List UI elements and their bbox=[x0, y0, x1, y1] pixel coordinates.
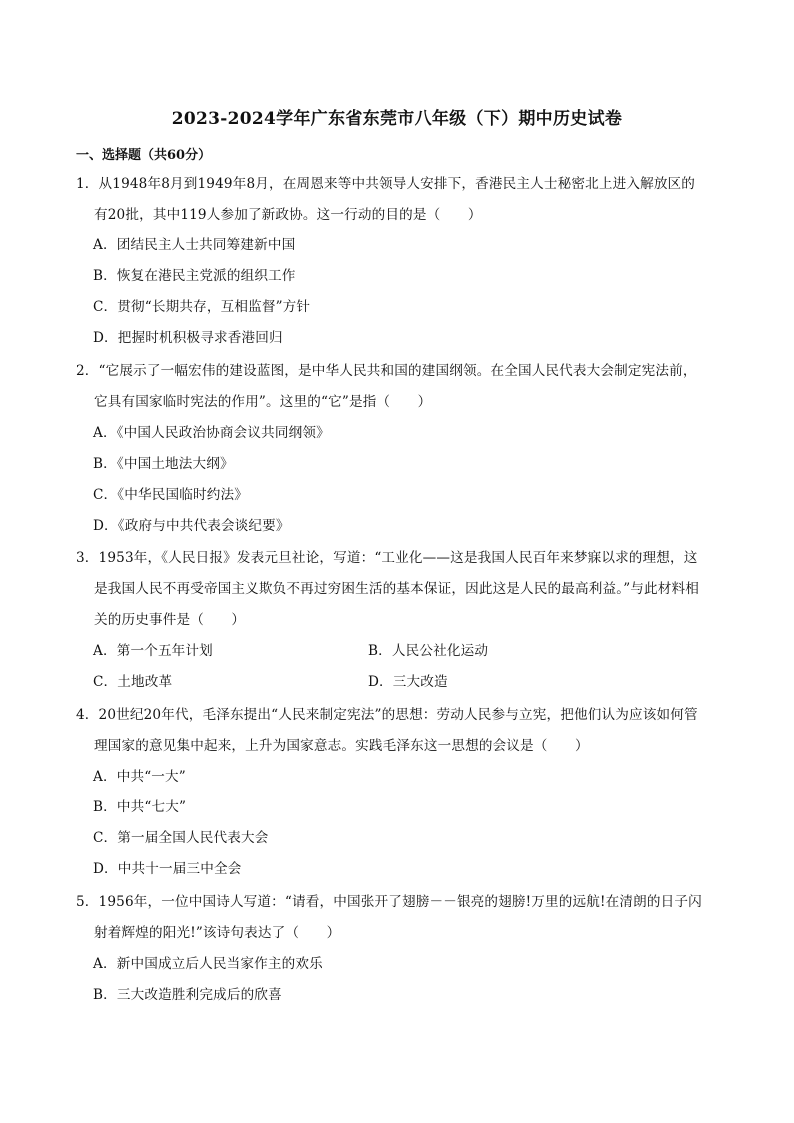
exam-title: 2023-2024学年广东省东莞市八年级（下）期中历史试卷 bbox=[171, 109, 623, 129]
question-5-option-a: A．新中国成立后人民当家作主的欢乐 bbox=[93, 956, 323, 972]
question-5-option-b: B．三大改造胜利完成后的欣喜 bbox=[93, 987, 282, 1003]
question-3-option-d: D．三大改造 bbox=[368, 674, 448, 690]
question-4-option-c: C．第一届全国人民代表大会 bbox=[93, 830, 269, 846]
question-3-line-3: 关的历史事件是（ ） bbox=[94, 612, 246, 628]
question-4-line-2: 理国家的意见集中起来，上升为国家意志。实践毛泽东这一思想的会议是（ ） bbox=[94, 738, 589, 754]
question-1-option-a: A．团结民主人士共同筹建新中国 bbox=[93, 237, 296, 253]
question-2-option-d: D．《政府与中共代表会谈纪要》 bbox=[93, 518, 290, 534]
question-1-line-1: 1．从1948年8月到1949年8月，在周恩来等中共领导人安排下，香港民主人士秘密北上进入解放区的 bbox=[76, 176, 696, 192]
question-3-option-c: C．土地改革 bbox=[93, 674, 173, 690]
question-2-line-1: 2．“它展示了一幅宏伟的建设蓝图，是中华人民共和国的建国纲领。在全国人民代表大会制定宪法前， bbox=[76, 363, 697, 379]
question-4-option-d: D．中共十一届三中全会 bbox=[93, 861, 242, 877]
question-4-option-b: B．中共“七大” bbox=[93, 799, 187, 815]
question-2-option-b: B．《中国土地法大纲》 bbox=[93, 456, 234, 472]
question-1-line-2: 有20批，其中119人参加了新政协。这一行动的目的是（ ） bbox=[94, 207, 482, 223]
question-1-option-d: D．把握时机积极寻求香港回归 bbox=[93, 330, 283, 346]
question-4-option-a: A．中共“一大” bbox=[93, 769, 186, 785]
question-2-option-c: C．《中华民国临时约法》 bbox=[93, 487, 248, 503]
question-3-option-b: B．人民公社化运动 bbox=[368, 643, 489, 659]
question-2-option-a: A．《中国人民政治协商会议共同纲领》 bbox=[93, 425, 330, 441]
question-3-line-1: 3．1953年，《人民日报》发表元旦社论，写道：“工业化——这是我国人民百年来梦寐以求的理想，这 bbox=[76, 550, 698, 566]
question-2-line-2: 它具有国家临时宪法的作用”。这里的“它”是指（ ） bbox=[94, 394, 432, 410]
question-3-line-2: 是我国人民不再受帝国主义欺负不再过穷困生活的基本保证，因此这是人民的最高利益。”与此材料相 bbox=[94, 581, 700, 597]
question-4-line-1: 4．20世纪20年代，毛泽东提出“人民来制定宪法”的思想：劳动人民参与立宪，把他们认为应该如何管 bbox=[76, 707, 698, 723]
question-5-line-1: 5．1956年，一位中国诗人写道：“请看，中国张开了翅膀－－银亮的翅膀!万里的远航!在清朗的日子闪 bbox=[76, 894, 702, 910]
question-1-option-b: B．恢复在港民主党派的组织工作 bbox=[93, 268, 296, 284]
question-1-option-c: C．贯彻“长期共存，互相监督”方针 bbox=[93, 299, 311, 315]
question-5-line-2: 射着辉煌的阳光!”该诗句表达了（ ） bbox=[94, 925, 341, 941]
question-3-option-a: A．第一个五年计划 bbox=[93, 643, 213, 659]
section-heading: 一、选择题（共60分） bbox=[76, 148, 212, 163]
